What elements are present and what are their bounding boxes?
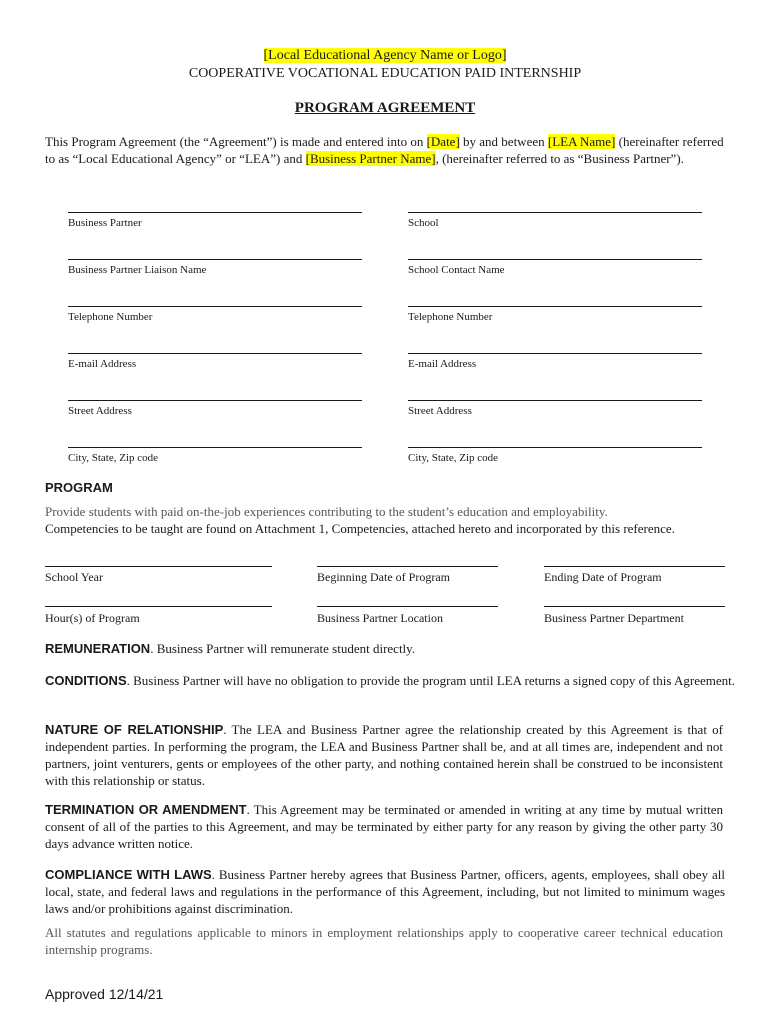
liaison-name-line[interactable] xyxy=(68,259,362,260)
program-line-2: Competencies to be taught are found on Attachment 1, Competencies, attached hereto and incorporated by this reference. xyxy=(45,521,675,536)
compliance-section: COMPLIANCE WITH LAWS. Business Partner hereby agrees that Business Partner, officers, agents, employees, shall obey all local, state, and federal laws and regulations in the performance of this Agreement, including, but not limited to minimum wages laws and/or prohibitions against discrimination. xyxy=(45,867,725,916)
nature-of-relationship-section: NATURE OF RELATIONSHIP. The LEA and Business Partner agree the relationship created by this Agreement is that of independent parties. In performing the program, the LEA and Business Partner shall be, and at all times are, independent and not partners, joint venturers, gents or employees of the other party, and nothing contained herein shall be construed to be inconsistent with this relationship or status. xyxy=(45,722,724,788)
document-title: PROGRAM AGREEMENT xyxy=(294,100,476,116)
hours-label: Hour(s) of Program xyxy=(45,611,140,625)
bp-department-line[interactable] xyxy=(544,606,725,607)
lea-name-field-placeholder: [LEA Name] xyxy=(547,134,616,149)
program-line-1: Provide students with paid on-the-job experiences contributing to the student’s education and employability. xyxy=(45,504,608,519)
school-city-label: City, State, Zip code xyxy=(408,452,499,464)
business-partner-name-placeholder: [Business Partner Name] xyxy=(305,151,436,166)
school-street-line[interactable] xyxy=(408,400,702,401)
bp-email-line[interactable] xyxy=(68,353,362,354)
nature-of-relationship-heading: NATURE OF RELATIONSHIP xyxy=(45,722,224,737)
approved-date: Approved 12/14/21 xyxy=(45,986,164,1002)
school-year-label: School Year xyxy=(45,570,104,584)
school-telephone-label: Telephone Number xyxy=(408,311,493,323)
conditions-heading: CONDITIONS xyxy=(45,673,127,688)
bp-location-line[interactable] xyxy=(317,606,498,607)
bp-department-label: Business Partner Department xyxy=(544,611,684,625)
bp-city-line[interactable] xyxy=(68,447,362,448)
hours-line[interactable] xyxy=(45,606,272,607)
program-heading: PROGRAM xyxy=(45,480,113,495)
bp-city-label: City, State, Zip code xyxy=(68,452,159,464)
document-subtitle: COOPERATIVE VOCATIONAL EDUCATION PAID INTERNSHIP xyxy=(188,66,582,81)
school-city-line[interactable] xyxy=(408,447,702,448)
school-street-label: Street Address xyxy=(408,405,472,417)
business-partner-label: Business Partner xyxy=(68,217,142,229)
bp-location-label: Business Partner Location xyxy=(317,611,443,625)
bp-telephone-line[interactable] xyxy=(68,306,362,307)
termination-section: TERMINATION OR AMENDMENT. This Agreement may be terminated or amended in writing at any time by mutual written consent of all of the parties to this Agreement, and may be terminated by either party for any reason by giving the other party 30 days advance written notice. xyxy=(45,802,723,851)
business-partner-line[interactable] xyxy=(68,212,362,213)
liaison-name-label: Business Partner Liaison Name xyxy=(68,264,207,276)
school-email-label: E-mail Address xyxy=(408,358,477,370)
date-placeholder: [Date] xyxy=(426,134,460,149)
school-year-line[interactable] xyxy=(45,566,272,567)
compliance-heading: COMPLIANCE WITH LAWS xyxy=(45,867,212,882)
conditions-section: CONDITIONS. Business Partner will have no obligation to provide the program until LEA returns a signed copy of this Agreement. xyxy=(45,673,735,688)
school-email-line[interactable] xyxy=(408,353,702,354)
bp-street-line[interactable] xyxy=(68,400,362,401)
minors-statute-note: All statutes and regulations applicable to minors in employment relationships apply to cooperative career technical education internship programs. xyxy=(45,925,723,957)
school-contact-line[interactable] xyxy=(408,259,702,260)
lea-name-placeholder: [Local Educational Agency Name or Logo] xyxy=(263,48,507,63)
school-contact-label: School Contact Name xyxy=(408,264,505,276)
beginning-date-line[interactable] xyxy=(317,566,498,567)
remuneration-heading: REMUNERATION xyxy=(45,641,151,656)
intro-paragraph: This Program Agreement (the “Agreement”) is made and entered into on [Date] by and between [LEA Name] (hereinafter referred to as “Local Educational Agency” or “LEA”) and [Business Partner Name], (hereinafter referred to as “Business Partner”). xyxy=(45,134,724,166)
bp-email-label: E-mail Address xyxy=(68,358,137,370)
school-line[interactable] xyxy=(408,212,702,213)
termination-heading: TERMINATION OR AMENDMENT xyxy=(45,802,247,817)
ending-date-label: Ending Date of Program xyxy=(544,570,662,584)
lea-name-or-logo-line xyxy=(0,47,770,64)
remuneration-section: REMUNERATION. Business Partner will remunerate student directly. xyxy=(45,641,416,656)
school-telephone-line[interactable] xyxy=(408,306,702,307)
bp-telephone-label: Telephone Number xyxy=(68,311,153,323)
school-label: School xyxy=(408,217,439,229)
beginning-date-label: Beginning Date of Program xyxy=(317,570,450,584)
bp-street-label: Street Address xyxy=(68,405,132,417)
ending-date-line[interactable] xyxy=(544,566,725,567)
